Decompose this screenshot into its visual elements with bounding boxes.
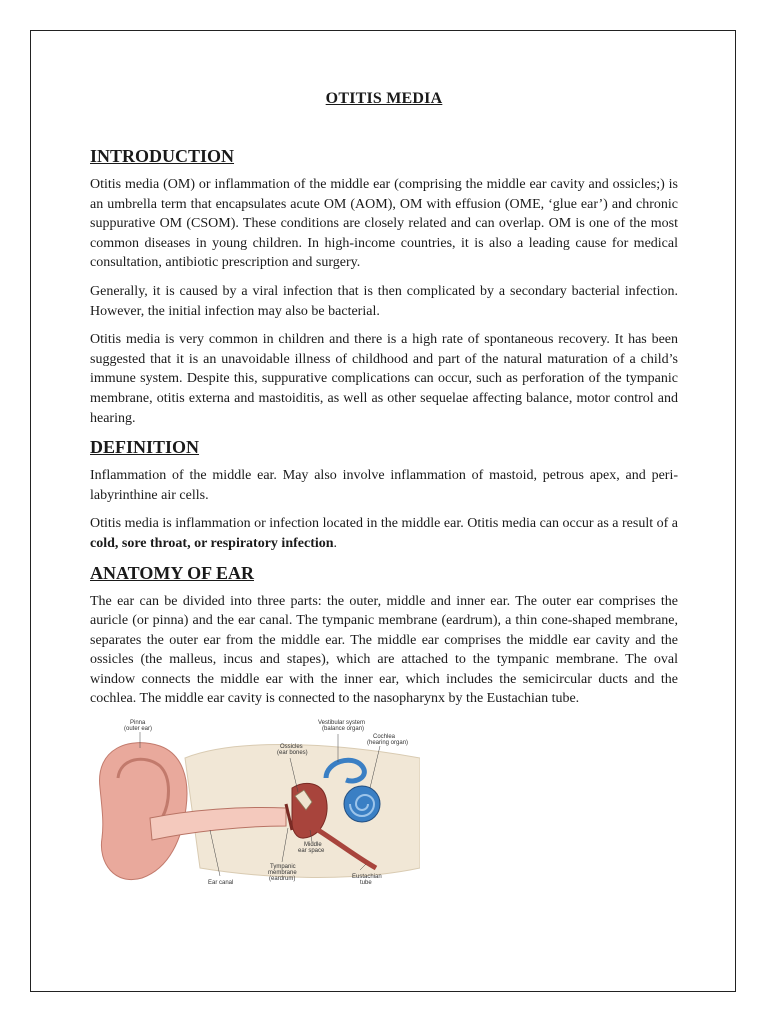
eustachian-label-sub: tube: [360, 880, 372, 887]
document-title: OTITIS MEDIA: [325, 90, 443, 107]
introduction-paragraph-3: Otitis media is very common in children and there is a high rate of spontaneous recovery. It has been suggested that it is an unavoidable illness of childhood and part of the natural maturation of a child’s immune system. Despite this, suppurative complications can occur, such as perforation of the tympanic membrane, otitis externa and mastoiditis, as well as other sequelae affecting balance, motor control and hearing.: [90, 332, 678, 426]
pinna-label-sub: (outer ear): [124, 726, 153, 733]
introduction-paragraph-1: Otitis media (OM) or inflammation of the middle ear (comprising the middle ear cavity and ossicles;) is an umbrella term that encapsulates acute OM (AOM), OM with effusion (OME, ‘glue ear’) and chronic suppurative OM (CSOM). These conditions are closely related and can overlap. OM is one of the most common diseases in young children. In high-income countries, it is also a leading cause for medical consultation, antibiotic prescription and surgery.: [90, 177, 678, 271]
tympanic-label-sub: membrane: [268, 870, 297, 877]
anatomy-heading: ANATOMY OF EAR: [90, 562, 254, 583]
cochlea-label: Cochlea: [373, 734, 396, 741]
anatomy-paragraph-1: The ear can be divided into three parts: the outer, middle and inner ear. The outer ear comprises the auricle (or pinna) and the ear canal. The tympanic membrane (eardrum), a thin cone-shaped membrane, separates the outer ear from the middle ear. The middle ear comprises the middle ear cavity and the ossicles (the malleus, incus and stapes), which are attached to the tympanic membrane. The oval window connects the middle ear with the inner ear, which includes the semicircular ducts and the cochlea. The middle ear cavity is connected to the nasopharynx by the Eustachian tube.: [90, 593, 678, 707]
cochlea-label-sub: (hearing organ): [367, 740, 409, 747]
definition-period: .: [333, 535, 338, 551]
ear-canal-label: Ear canal: [208, 880, 234, 887]
introduction-paragraph-2: Generally, it is caused by a viral infection that is then complicated by a secondary bacterial infection. However, the initial infection may also be bacterial.: [90, 283, 678, 319]
tympanic-label: Tympanic: [270, 864, 296, 871]
definition-text: Otitis media is inflammation or infection located in the middle ear. Otitis media can occur as a result of a: [90, 516, 678, 532]
definition-paragraph-1: Inflammation of the middle ear. May also involve inflammation of mastoid, petrous apex, and peri-labyrinthine air cells.: [90, 468, 678, 503]
middle-ear-label: Middle: [304, 842, 322, 849]
ear-anatomy-figure: [90, 718, 420, 890]
definition-paragraph-2: [90, 514, 678, 553]
ossicles-label: Ossicles: [280, 744, 303, 751]
vestibular-label-sub: (balance organ): [322, 726, 365, 733]
introduction-heading: INTRODUCTION: [90, 146, 235, 166]
tympanic-label-sub2: (eardrum): [269, 876, 296, 883]
vestibular-label: Vestibular system: [318, 720, 366, 727]
eustachian-label: Eustachian: [352, 874, 382, 881]
pinna-label: Pinna: [130, 720, 146, 727]
definition-heading: DEFINITION: [90, 437, 200, 458]
middle-ear-label-sub: ear space: [298, 848, 325, 855]
definition-bold-causes: cold, sore throat, or respiratory infection: [90, 535, 334, 551]
document-body: [90, 90, 678, 890]
ear-anatomy-diagram: [90, 718, 420, 890]
ossicles-label-sub: (ear bones): [277, 750, 308, 757]
